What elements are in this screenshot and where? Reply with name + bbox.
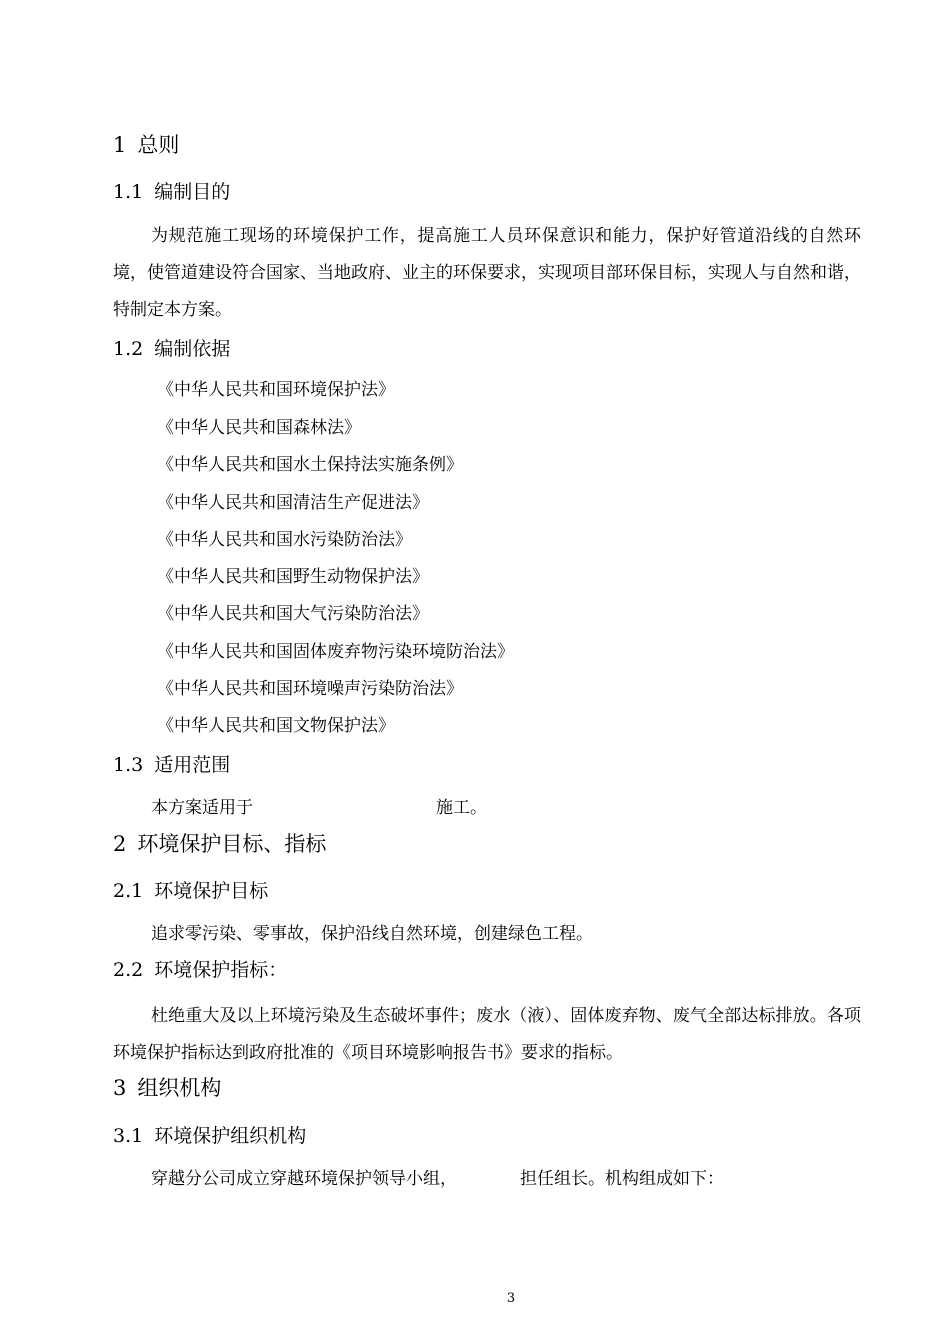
- organization-line: [151, 1167, 724, 1191]
- heading-2-1: [113, 878, 268, 904]
- organization-text-end: 担任组长。机构组成如下：: [520, 1169, 724, 1189]
- scope-text-end: 施工。: [436, 798, 487, 818]
- law-item: 《中华人民共和国固体废弃物污染环境防治法》: [157, 642, 514, 662]
- heading-number: 1.2: [113, 338, 144, 360]
- heading-title: 环境保护组织机构: [154, 1125, 307, 1147]
- heading-title: 编制目的: [154, 181, 231, 203]
- heading-number: 3: [113, 1076, 127, 1100]
- heading-2: [113, 830, 326, 858]
- heading-2-2: [113, 957, 287, 983]
- heading-number: 2.1: [113, 880, 144, 902]
- heading-title: 环境保护指标：: [154, 959, 288, 981]
- heading-title: 编制依据: [154, 338, 231, 360]
- law-item: 《中华人民共和国水土保持法实施条例》: [157, 455, 463, 475]
- heading-1-3: [113, 752, 230, 778]
- heading-number: 2: [113, 832, 127, 856]
- heading-title: 总则: [137, 133, 180, 157]
- heading-1: [113, 131, 179, 159]
- heading-number: 1.1: [113, 181, 144, 203]
- law-item: 《中华人民共和国野生动物保护法》: [157, 567, 429, 587]
- law-item: 《中华人民共和国环境保护法》: [157, 380, 395, 400]
- heading-title: 环境保护目标: [154, 880, 269, 902]
- law-item: 《中华人民共和国大气污染防治法》: [157, 604, 429, 624]
- heading-3-1: [113, 1123, 306, 1149]
- heading-title: 适用范围: [154, 754, 231, 776]
- law-item: 《中华人民共和国环境噪声污染防治法》: [157, 679, 463, 699]
- heading-3: [113, 1074, 221, 1102]
- heading-1-2: [113, 336, 230, 362]
- indicator-paragraph: 杜绝重大及以上环境污染及生态破坏事件；废水（液）、固体废弃物、废气全部达标排放。各项环境保护指标达到政府批准的《项目环境影响报告书》要求的指标。: [113, 1006, 861, 1063]
- heading-title: 组织机构: [137, 1076, 222, 1100]
- heading-number: 1.3: [113, 754, 144, 776]
- law-item: 《中华人民共和国文物保护法》: [157, 716, 395, 736]
- law-item: 《中华人民共和国水污染防治法》: [157, 530, 412, 550]
- law-item: 《中华人民共和国清洁生产促进法》: [157, 493, 429, 513]
- heading-number: 3.1: [113, 1125, 144, 1147]
- scope-line: [151, 796, 487, 820]
- scope-text-start: 本方案适用于: [151, 798, 253, 818]
- heading-number: 2.2: [113, 959, 144, 981]
- heading-number: 1: [113, 133, 127, 157]
- heading-1-1: [113, 179, 230, 205]
- law-item: 《中华人民共和国森林法》: [157, 418, 361, 438]
- purpose-paragraph: 为规范施工现场的环境保护工作，提高施工人员环保意识和能力，保护好管道沿线的自然环境，使管道建设符合国家、当地政府、业主的环保要求，实现项目部环保目标，实现人与自然和谐，特制定本方案。: [113, 226, 861, 320]
- page-number: 3: [506, 1291, 516, 1306]
- organization-text-start: 穿越分公司成立穿越环境保护领导小组，: [151, 1169, 457, 1189]
- heading-title: 环境保护目标、指标: [137, 832, 327, 856]
- goal-text: 追求零污染、零事故，保护沿线自然环境，创建绿色工程。: [151, 924, 593, 944]
